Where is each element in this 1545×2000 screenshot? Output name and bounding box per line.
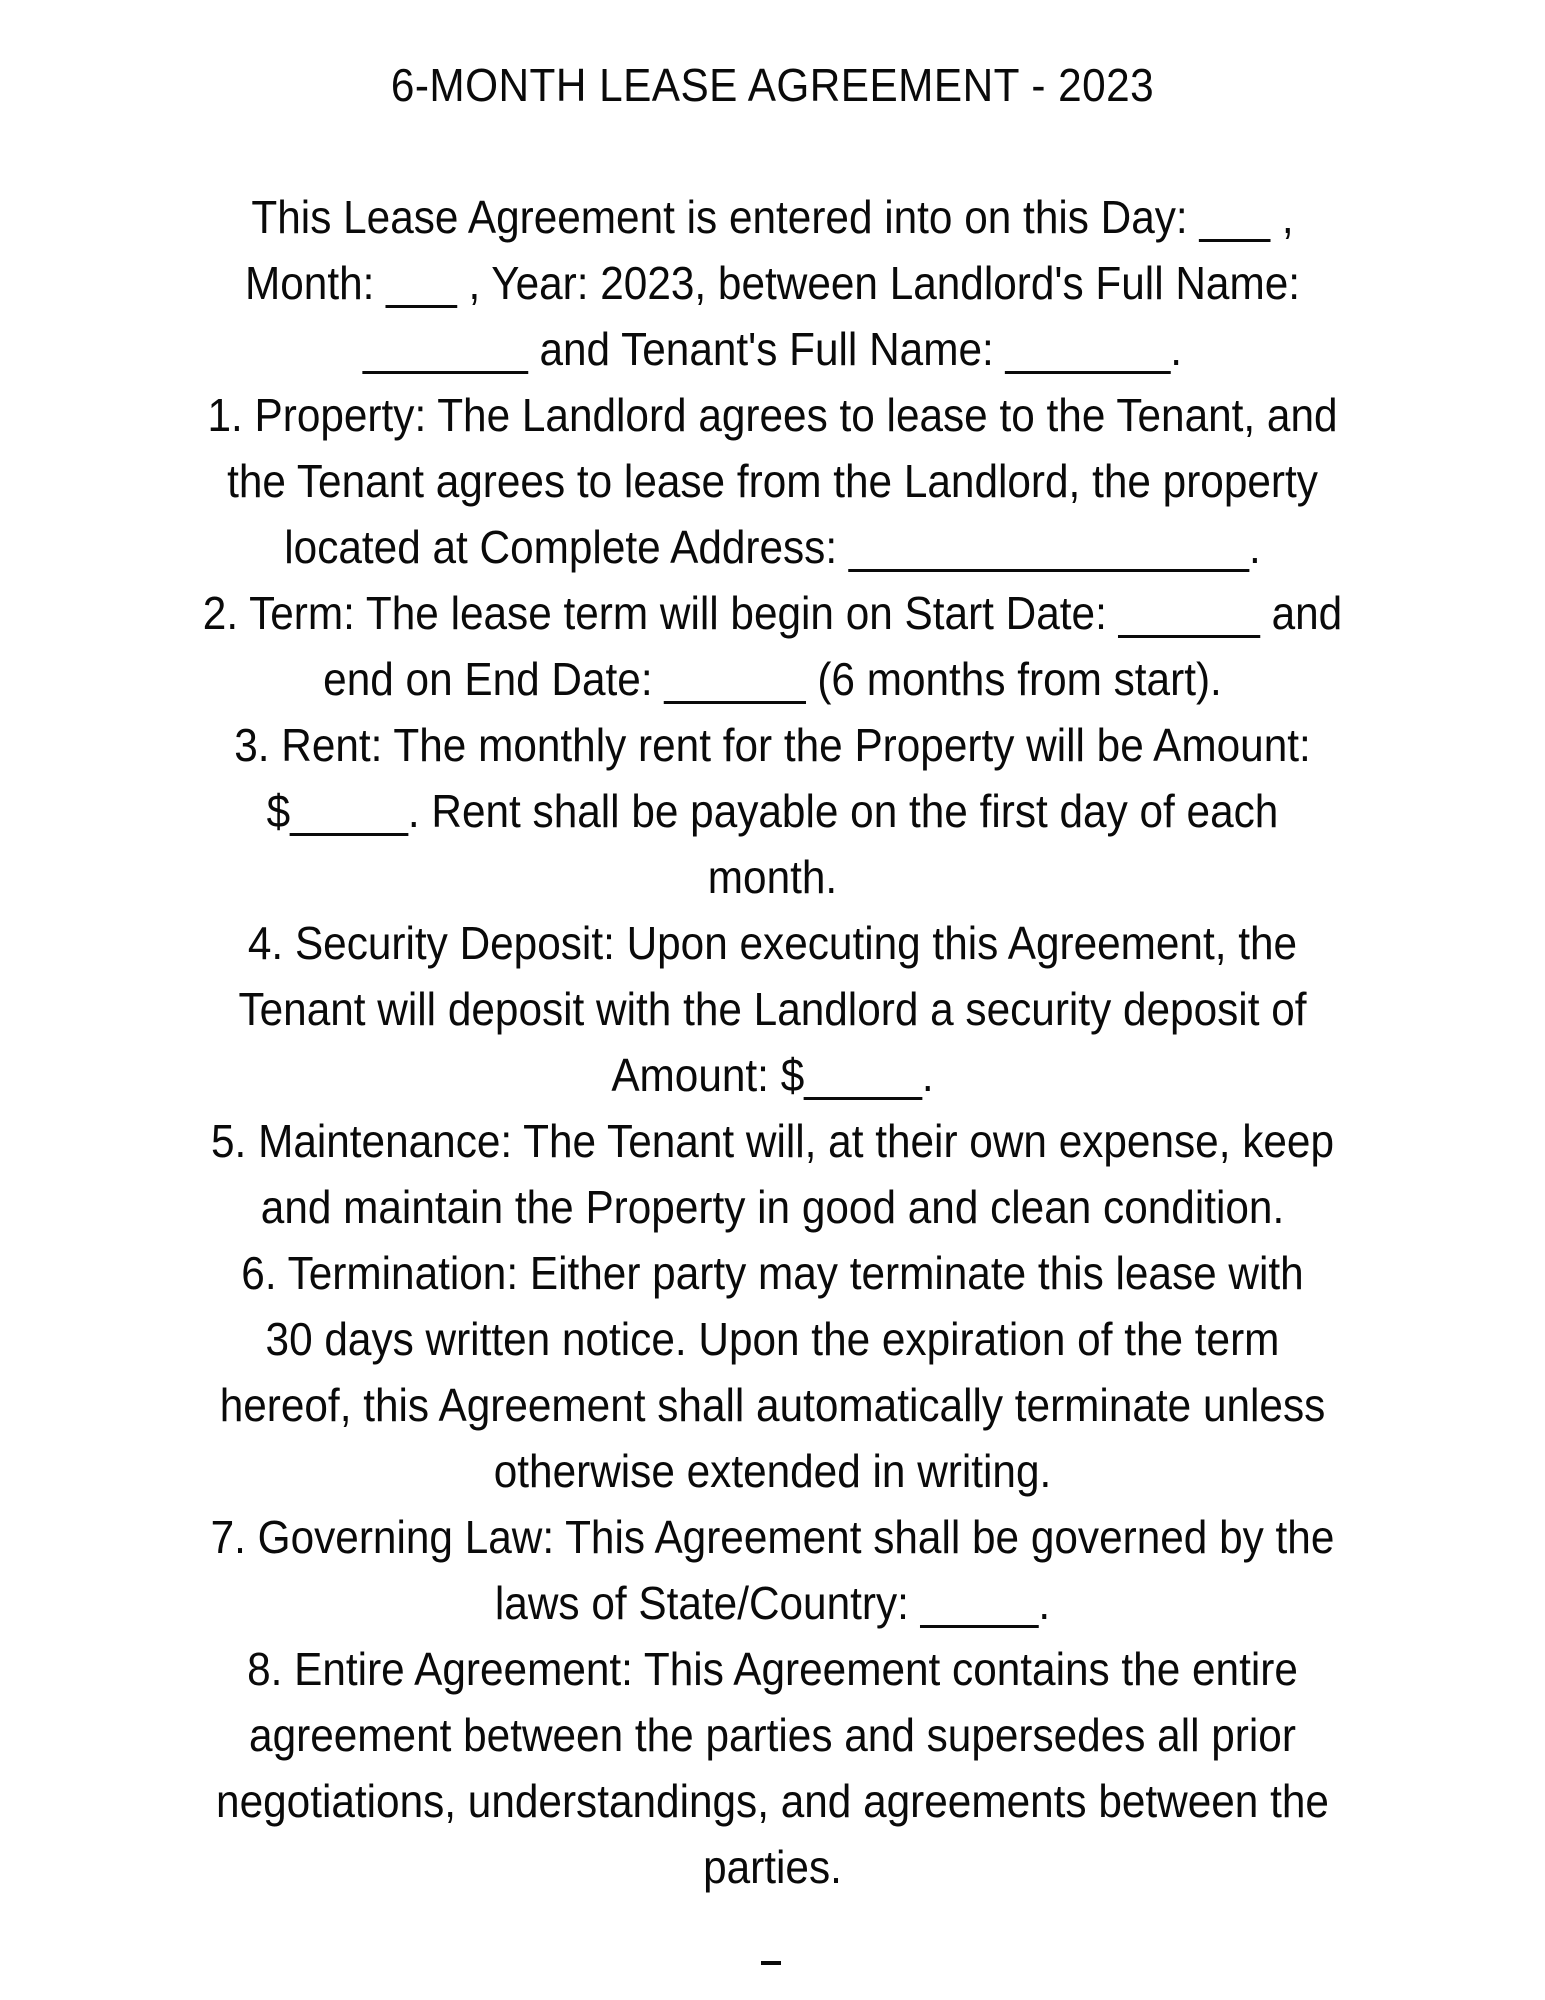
clause-maintenance-line-2: and maintain the Property in good and clean condition.: [260, 1181, 1285, 1233]
clause-termination-line-1: 6. Termination: Either party may terminate this lease with: [241, 1247, 1304, 1299]
footer-dash-mark: [761, 1961, 781, 1965]
clause-term-line-2: end on End Date: ______ (6 months from start).: [323, 653, 1222, 705]
document-title: 6-MONTH LEASE AGREEMENT - 2023: [390, 59, 1155, 111]
clause-entire-agreement-line-3: negotiations, understandings, and agreements between the: [216, 1775, 1329, 1827]
clause-property-line-3: located at Complete Address: _________________.: [284, 521, 1261, 573]
clause-governing-law-line-1: 7. Governing Law: This Agreement shall be governed by the: [210, 1511, 1335, 1563]
clause-deposit-line-1: 4. Security Deposit: Upon executing this Agreement, the: [247, 917, 1298, 969]
clause-governing-law-line-2: laws of State/Country: _____.: [494, 1577, 1051, 1629]
clause-maintenance-line-1: 5. Maintenance: The Tenant will, at their own expense, keep: [211, 1115, 1334, 1167]
clause-rent-line-3: month.: [707, 851, 838, 903]
preamble-line-2: Month: ___ , Year: 2023, between Landlord's Full Name:: [244, 257, 1301, 309]
document-body: [0, 184, 1545, 1900]
clause-rent-line-2: $_____. Rent shall be payable on the first day of each: [266, 785, 1279, 837]
clause-rent-line-1: 3. Rent: The monthly rent for the Property will be Amount:: [234, 719, 1311, 771]
clause-entire-agreement-line-1: 8. Entire Agreement: This Agreement contains the entire: [247, 1643, 1298, 1695]
clause-entire-agreement-line-4: parties.: [703, 1841, 842, 1893]
clause-deposit-line-2: Tenant will deposit with the Landlord a security deposit of: [238, 983, 1307, 1035]
clause-termination-line-2: 30 days written notice. Upon the expiration of the term: [265, 1313, 1280, 1365]
clause-term-line-1: 2. Term: The lease term will begin on Start Date: ______ and: [202, 587, 1343, 639]
clause-termination-line-3: hereof, this Agreement shall automatically terminate unless: [219, 1379, 1326, 1431]
clause-termination-line-4: otherwise extended in writing.: [493, 1445, 1052, 1497]
clause-entire-agreement-line-2: agreement between the parties and supersedes all prior: [249, 1709, 1296, 1761]
preamble-line-1: This Lease Agreement is entered into on this Day: ___ ,: [251, 191, 1294, 243]
preamble-line-3: _______ and Tenant's Full Name: _______.: [362, 323, 1183, 375]
clause-property-line-2: the Tenant agrees to lease from the Landlord, the property: [227, 455, 1318, 507]
clause-deposit-line-3: Amount: $_____.: [611, 1049, 934, 1101]
clause-property-line-1: 1. Property: The Landlord agrees to lease to the Tenant, and: [207, 389, 1338, 441]
